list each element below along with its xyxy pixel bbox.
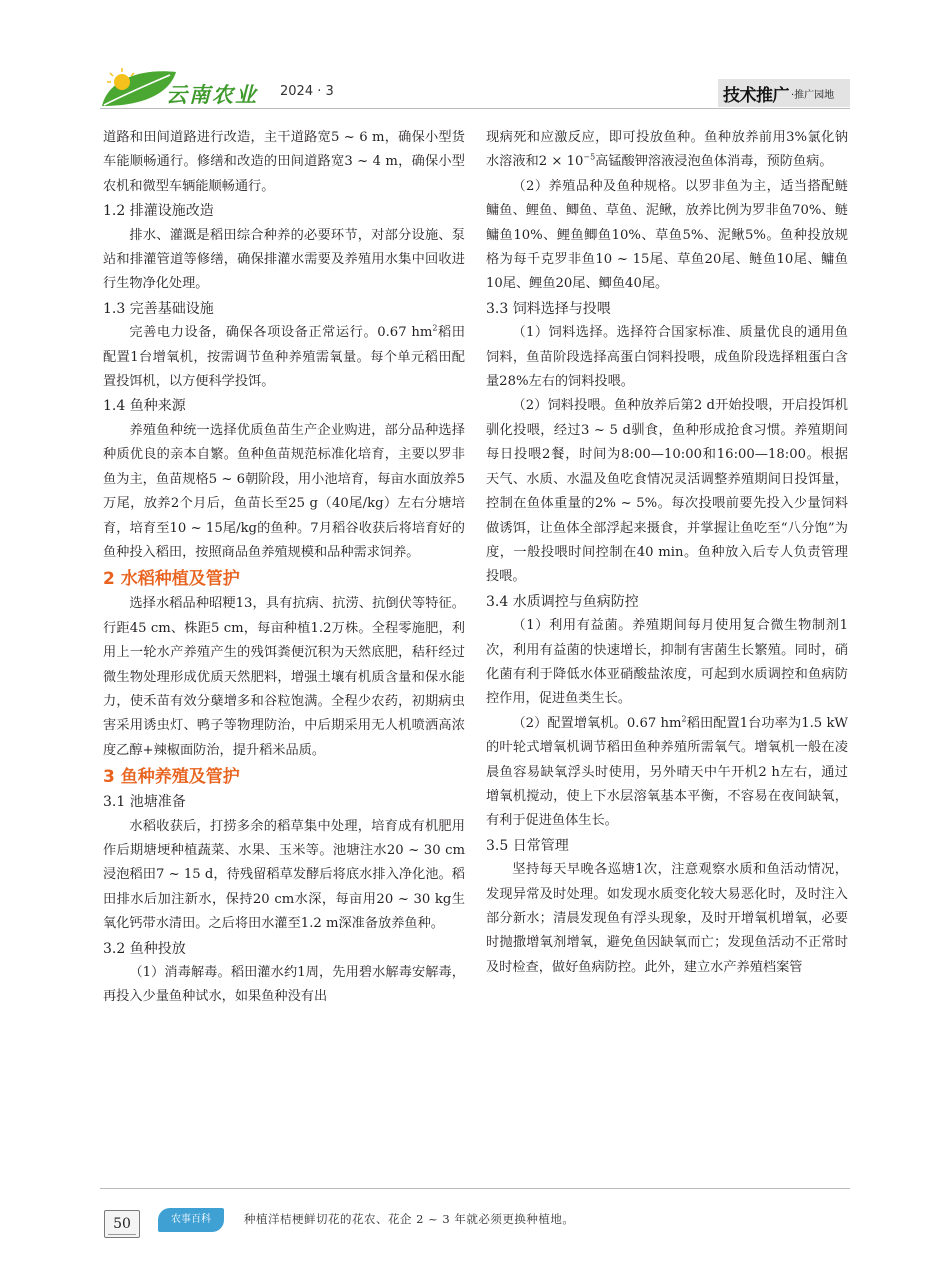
paragraph: 坚持每天早晚各巡塘1次，注意观察水质和鱼活动情况，发现异常及时处理。如发现水质变化较大易恶化时，及时注入部分新水；清晨发现鱼有浮头现象，及时开增氧机增氧，必要时抛撒增氧剂增氧，避免鱼因缺氧而亡；发现鱼活动不正常时及时检查，做好鱼病防控。此外，建立水产养殖档案管 bbox=[486, 862, 848, 975]
footer-tip: 种植洋桔梗鲜切花的花农、花企 2 ~ 3 年就必须更换种植地。 bbox=[244, 1212, 575, 1226]
subheading: 3.1 池塘准备 bbox=[103, 794, 186, 811]
subheading: 3.3 饲料选择与投喂 bbox=[486, 300, 611, 317]
paragraph: （2）配置增氧机。0.67 $hm^2$稻田配置1台功率为1.5 kW的叶轮式增氧机调节稻田鱼种养殖所需氧气。增氧机一般在凌晨鱼容易缺氧浮头时使用，另外晴天中午开机2 h左右，通过增氧机搅动，使上下水层溶氧基本平衡，不容易在夜间缺氧，有利于促进鱼体生长。 bbox=[486, 714, 848, 829]
section-label bbox=[718, 79, 850, 107]
paragraph: 养殖鱼种统一选择优质鱼苗生产企业购进，部分品种选择种质优良的亲本自繁。鱼种鱼苗规范标准化培育，主要以罗非鱼为主，鱼苗规格5 ~ 6朝阶段，用小池培育，每亩水面放养5万尾，放养2个月后，鱼苗长至25 g（40尾/kg）左右分塘培育，培育至10 ~ 15尾/kg的鱼种。7月稻谷收获后将培育好的鱼种投入稻田，按照商品鱼养殖规模和品种需求饲养。 bbox=[103, 422, 465, 560]
subheading: 3.5 日常管理 bbox=[486, 837, 569, 854]
page-header bbox=[100, 62, 850, 112]
paragraph: （1）饲料选择。选择符合国家标准、质量优良的通用鱼饲料，鱼苗阶段选择高蛋白饲料投喂，成鱼阶段选择粗蛋白含量28%左右的饲料投喂。 bbox=[486, 325, 848, 390]
subheading: 1.4 鱼种来源 bbox=[103, 398, 186, 415]
header-divider bbox=[100, 108, 850, 109]
subheading: 3.2 鱼种投放 bbox=[103, 940, 186, 957]
magazine-title: 云南农业 bbox=[166, 82, 258, 107]
paragraph: 完善电力设备，确保各项设备正常运行。0.67 $hm^2$稻田配置1台增氧机，按需调节鱼种养殖需氧量。每个单元稻田配置投饵机，以方便科学投饵。 bbox=[103, 323, 465, 390]
section-heading: 2 水稻种植及管护 bbox=[103, 569, 240, 590]
paragraph: 选择水稻品种昭粳13，具有抗病、抗涝、抗倒伏等特征。行距45 cm、株距5 cm，每亩种植1.2万株。全程零施肥，利用上一轮水产养殖产生的残饵粪便沉积为天然底肥，秸秆经过微生物处理形成优质天然肥料，增强土壤有机质含量和保水能力，使禾苗有效分蘖增多和谷粒饱满。全程少农药，初期病虫害采用诱虫灯、鸭子等物理防治，中后期采用无人机喷洒高浓度乙醇+辣椒面防治，提升稻米品质。 bbox=[103, 596, 465, 758]
page-number: 50 bbox=[104, 1210, 140, 1238]
section-main-title: 技术推广 bbox=[723, 85, 789, 106]
footer-divider bbox=[100, 1188, 850, 1189]
paragraph: （1）消毒解毒。稻田灌水约1周，先用碧水解毒安解毒，再投入少量鱼种试水，如果鱼种没有出 bbox=[103, 965, 465, 1005]
paragraph: 水稻收获后，打捞多余的稻草集中处理，培育成有机肥用作后期塘埂种植蔬菜、水果、玉米等。池塘注水20 ~ 30 cm浸泡稻田7 ~ 15 d，待残留稻草发酵后将底水排入净化池。稻田排水后加注新水，保持20 cm水深，每亩用20 ~ 30 kg生氧化钙带水清田。之后将田水灌至1.2 m深准备放养鱼种。 bbox=[103, 818, 465, 932]
subheading: 3.4 水质调控与鱼病防控 bbox=[486, 593, 639, 610]
paragraph: 排水、灌溉是稻田综合种养的必要环节，对部分设施、泵站和排灌管道等修缮，确保排灌水需要及养殖用水集中回收进行生物净化处理。 bbox=[103, 227, 465, 292]
subheading: 1.2 排灌设施改造 bbox=[103, 203, 214, 220]
paragraph: （1）利用有益菌。养殖期间每月使用复合微生物制剂1次，利用有益菌的快速增长，抑制有害菌生长繁殖。同时，硝化菌有利于降低水体亚硝酸盐浓度，可起到水质调控和鱼病防控作用，促进鱼类生长。 bbox=[486, 618, 848, 707]
section-heading: 3 鱼种养殖及管护 bbox=[103, 767, 240, 788]
column-tag: 农事百科 bbox=[158, 1208, 224, 1232]
section-sub-title: ·推广园地 bbox=[791, 89, 835, 101]
issue-number: 2024 · 3 bbox=[280, 84, 334, 99]
paragraph: 道路和田间道路进行改造，主干道路宽5 ~ 6 m，确保小型货车能顺畅通行。修缮和改造的田间道路宽3 ~ 4 m，确保小型农机和微型车辆能顺畅通行。 bbox=[103, 130, 465, 194]
right-column bbox=[486, 126, 848, 980]
paragraph: 现病死和应激反应，即可投放鱼种。鱼种放养前用3%氯化钠水溶液和$2 \times 10^{-5}$高锰酸钾溶液浸泡鱼体消毒，预防鱼病。 bbox=[486, 130, 848, 170]
paragraph: （2）饲料投喂。鱼种放养后第2 d开始投喂，开启投饵机驯化投喂，经过3 ~ 5 d驯食，鱼种形成抢食习惯。养殖期间每日投喂2餐，时间为8:00—10:00和16:00—18:00。根据天气、水质、水温及鱼吃食情况灵活调整养殖期间日投饵量，控制在鱼体重量的2% ~ 5%。每次投喂前要先投入少量饲料做诱饵，让鱼体全部浮起来摄食，并掌握让鱼吃至“八分饱”为度，一般投喂时间控制在40 min。鱼种放入后专人负责管理投喂。 bbox=[486, 398, 848, 585]
left-column bbox=[103, 126, 465, 1010]
paragraph: （2）养殖品种及鱼种规格。以罗非鱼为主，适当搭配鲢鳙鱼、鲤鱼、鲫鱼、草鱼、泥鳅，放养比例为罗非鱼70%、鲢鳙鱼10%、鲤鱼鲫鱼10%、草鱼5%、泥鳅5%。鱼种投放规格为每千克罗非鱼10 ~ 15尾、草鱼20尾、鲢鱼10尾、鳙鱼10尾、鲤鱼20尾、鲫鱼40尾。 bbox=[486, 178, 848, 292]
subheading: 1.3 完善基础设施 bbox=[103, 300, 214, 317]
